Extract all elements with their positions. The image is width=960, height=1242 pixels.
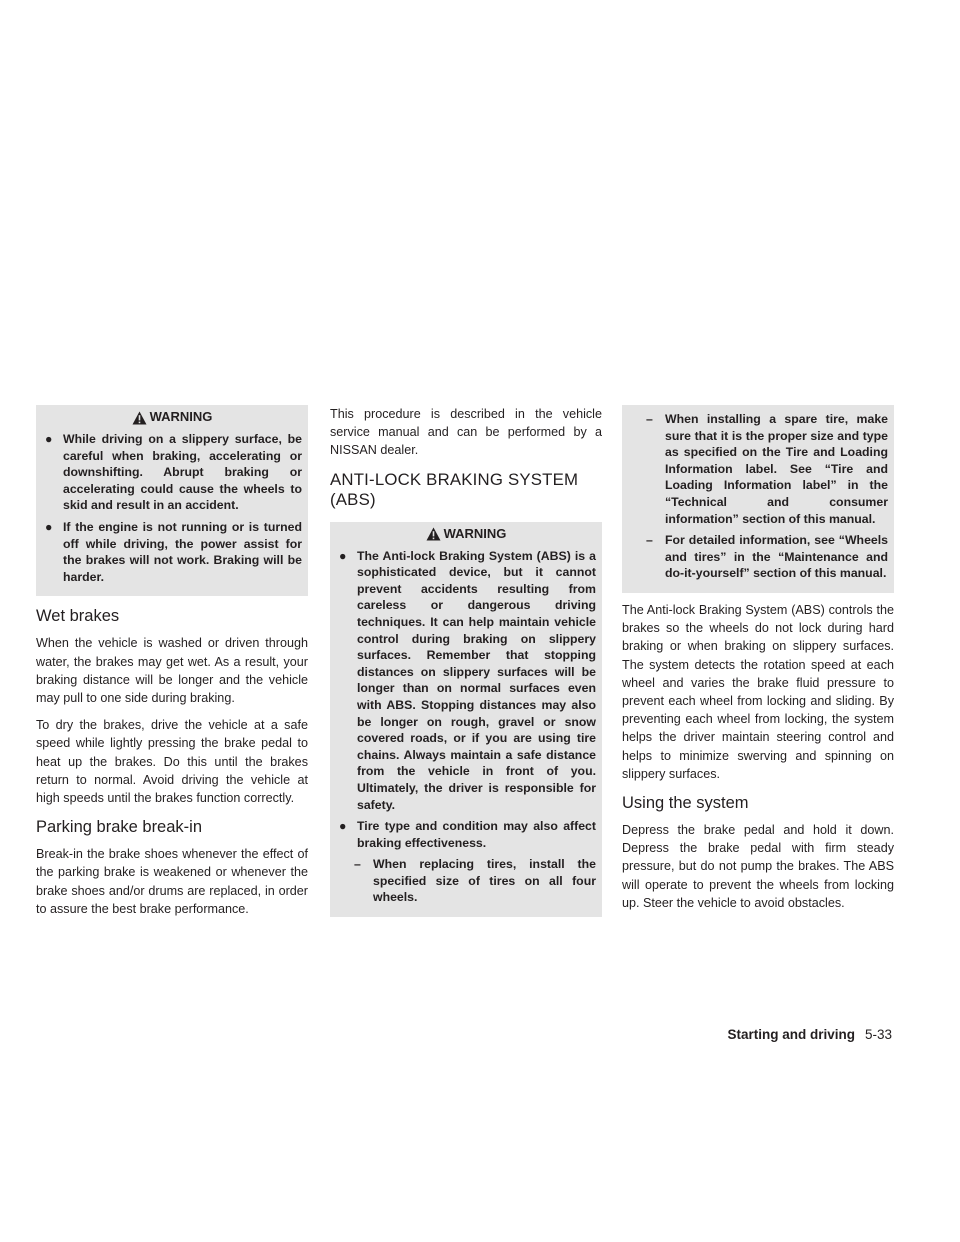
column-1 [36,405,308,927]
bullet-icon: ● [339,548,347,563]
paragraph: When the vehicle is washed or driven through water, the brakes may get wet. As a result, your braking distance will be longer and the vehicle may pull to one side during braking. [36,636,308,705]
paragraph: Depress the brake pedal and hold it down. Depress the brake pedal with firm steady pressure, but do not pump the brakes. The ABS will operate to prevent the wheels from locking up. Steer the vehicle to avoid obstacles. [622,822,894,910]
section-heading-abs: ANTI-LOCK BRAKING SYSTEM (ABS) [330,469,579,509]
footer-section-title: Starting and driving [727,1027,855,1042]
page-number: 5-33 [864,1027,892,1042]
subheading-wet-brakes: Wet brakes [36,607,120,626]
paragraph: To dry the brakes, drive the vehicle at a safe speed while lightly pressing the brake pedal to heat up the brakes. Do this until the brakes return to normal. Avoid driving the vehicle at high speeds until the brakes function correctly. [36,718,308,805]
page-footer [727,1027,892,1042]
warning-box-continued [622,405,894,593]
paragraph: The Anti-lock Braking System (ABS) controls the brakes so the wheels do not lock during hard braking or when braking on slippery surfaces. The system detects the rotation speed at each wheel and varies the brake fluid pressure to prevent each wheel from locking and sliding. By preventing each wheel from locking, the system helps the driver maintain steering control and helps to minimize swerving and spinning on slippery surfaces. [622,602,894,781]
warning-title: WARNING [149,409,213,425]
warning-triangle-icon [426,527,441,541]
warning-subitem: – When replacing tires, install the specified size of tires on all four wheels. [354,857,596,905]
warning-subitem: – When installing a spare tire, make sure that it is the proper size and type as specified on the Tire and Loading Information label. See “Tire and Loading Information label” in the “Technical and consumer information” section of this manual. [646,412,888,526]
warning-list [628,411,888,582]
dash-icon: – [354,857,361,872]
warning-item: ● Tire type and condition may also affect braking effectiveness. [339,819,596,850]
subheading-parking-brake: Parking brake break-in [36,818,202,837]
warning-subitem: – For detailed information, see “Wheels and tires” in the “Maintenance and do-it-yourself” section of this manual. [646,533,888,581]
warning-item: ● While driving on a slippery surface, be careful when braking, accelerating or downshifting. Abrupt braking or accelerating could cause the wheels to skid and result in an accident. [45,432,302,513]
paragraph: Break-in the brake shoes whenever the effect of the parking brake is weakened or whenever the brake shoes and/or drums are replaced, in order to assure the best brake performance. [36,847,308,916]
dash-icon: – [646,533,653,548]
warning-item: ● The Anti-lock Braking System (ABS) is a sophisticated device, but it cannot prevent accidents resulting from careless or dangerous driving techniques. It can help maintain vehicle control during braking on slippery surfaces. Remember that stopping distances on slippery surfaces will be longer than on normal surfaces even with ABS. Stopping distances may also be longer on rough, gravel or snow covered roads, or if you are using tire chains. Always maintain a safe distance from the vehicle in front of you. Ultimately, the driver is responsible for safety. [339,548,596,812]
column-3 [622,405,894,921]
warning-triangle-icon [132,411,147,425]
warning-box [330,522,602,917]
subheading-using-system: Using the system [622,793,749,812]
paragraph: This procedure is described in the vehicle service manual and can be performed by a NISSAN dealer. [330,407,602,458]
dash-icon: – [646,412,653,426]
bullet-icon: ● [339,819,347,834]
bullet-icon: ● [45,432,53,446]
warning-header [336,525,596,544]
warning-list [336,548,596,906]
bullet-icon: ● [45,519,53,534]
warning-box [36,405,308,596]
warning-title: WARNING [443,526,507,541]
warning-item: ● If the engine is not running or is turned off while driving, the power assist for the brakes will not work. Braking will be harder. [45,519,302,584]
warning-list [42,431,302,585]
warning-header [42,408,302,427]
column-2 [330,405,602,917]
